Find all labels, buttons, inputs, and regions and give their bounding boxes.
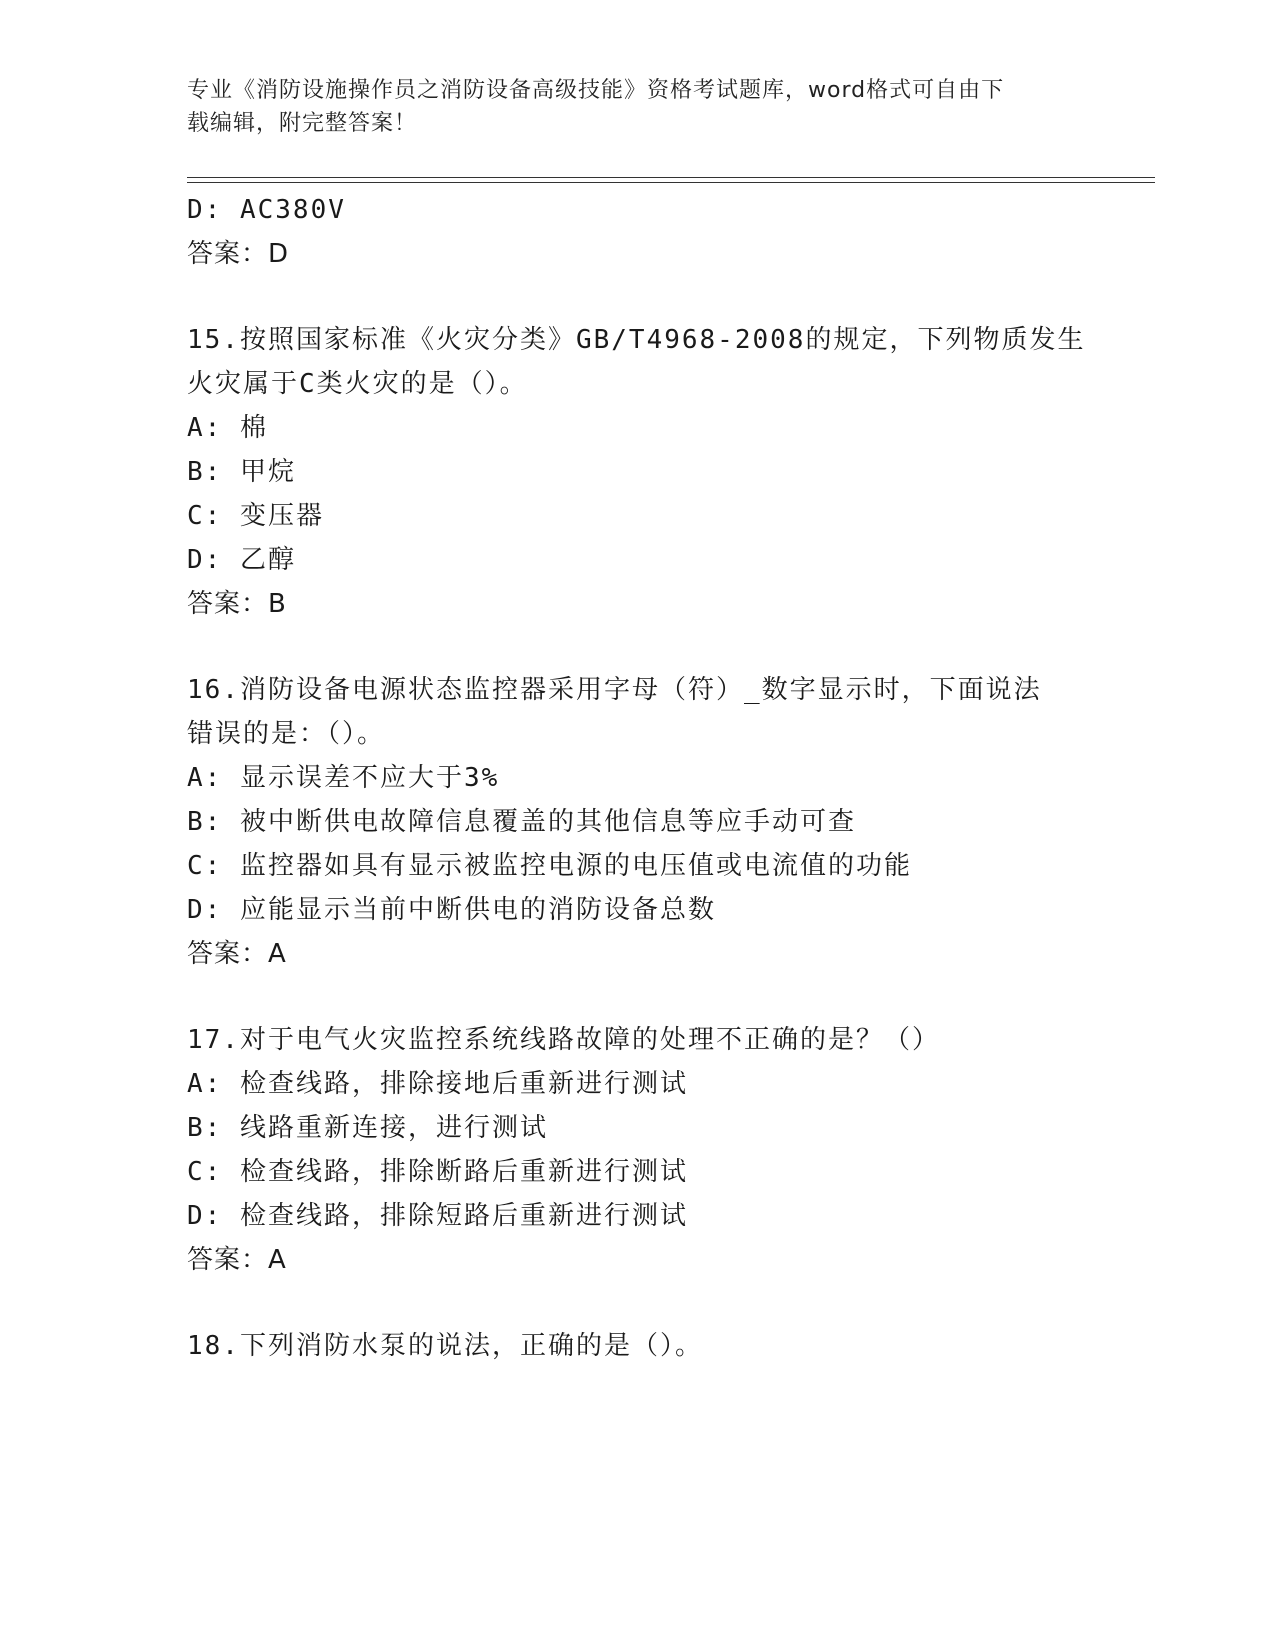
q17-option-d: D: 检查线路，排除短路后重新进行测试 <box>187 1201 688 1231</box>
q17-option-c: C: 检查线路，排除断路后重新进行测试 <box>187 1157 688 1187</box>
q17-option-b: B: 线路重新连接，进行测试 <box>187 1113 548 1143</box>
q17-answer: 答案：A <box>187 1245 287 1275</box>
q15-stem-line-1: 15.按照国家标准《火灾分类》GB/T4968-2008的规定，下列物质发生 <box>187 325 1086 355</box>
header-line-1: 专业《消防设施操作员之消防设备高级技能》资格考试题库，word格式可自由下 <box>187 78 1005 103</box>
q15-answer: 答案：B <box>187 589 287 619</box>
q16-stem-line-2: 错误的是：（）。 <box>187 719 386 749</box>
prev-option-d: D: AC380V <box>187 195 346 225</box>
q17-option-a: A: 检查线路，排除接地后重新进行测试 <box>187 1069 688 1099</box>
q15-option-c: C: 变压器 <box>187 501 324 531</box>
q15-option-d: D: 乙醇 <box>187 545 296 575</box>
document-header <box>187 74 1077 140</box>
q16-option-a: A: 显示误差不应大于3% <box>187 763 500 793</box>
q16-option-b: B: 被中断供电故障信息覆盖的其他信息等应手动可查 <box>187 807 856 837</box>
header-line-2: 载编辑，附完整答案！ <box>187 111 418 136</box>
header-divider-top <box>187 177 1155 178</box>
q18-stem-line-1: 18.下列消防水泵的说法，正确的是（）。 <box>187 1331 703 1361</box>
q15-option-b: B: 甲烷 <box>187 457 296 487</box>
prev-answer: 答案：D <box>187 239 290 269</box>
q16-option-d: D: 应能显示当前中断供电的消防设备总数 <box>187 895 716 925</box>
q16-stem-line-1: 16.消防设备电源状态监控器采用字母（符）_数字显示时，下面说法 <box>187 675 1042 705</box>
q15-option-a: A: 棉 <box>187 413 268 443</box>
header-divider-bottom <box>187 182 1155 183</box>
q17-stem-line-1: 17.对于电气火灾监控系统线路故障的处理不正确的是？（） <box>187 1025 940 1055</box>
q16-option-c: C: 监控器如具有显示被监控电源的电压值或电流值的功能 <box>187 851 912 881</box>
q15-stem-line-2: 火灾属于C类火灾的是（）。 <box>187 369 528 399</box>
q16-answer: 答案：A <box>187 939 287 969</box>
